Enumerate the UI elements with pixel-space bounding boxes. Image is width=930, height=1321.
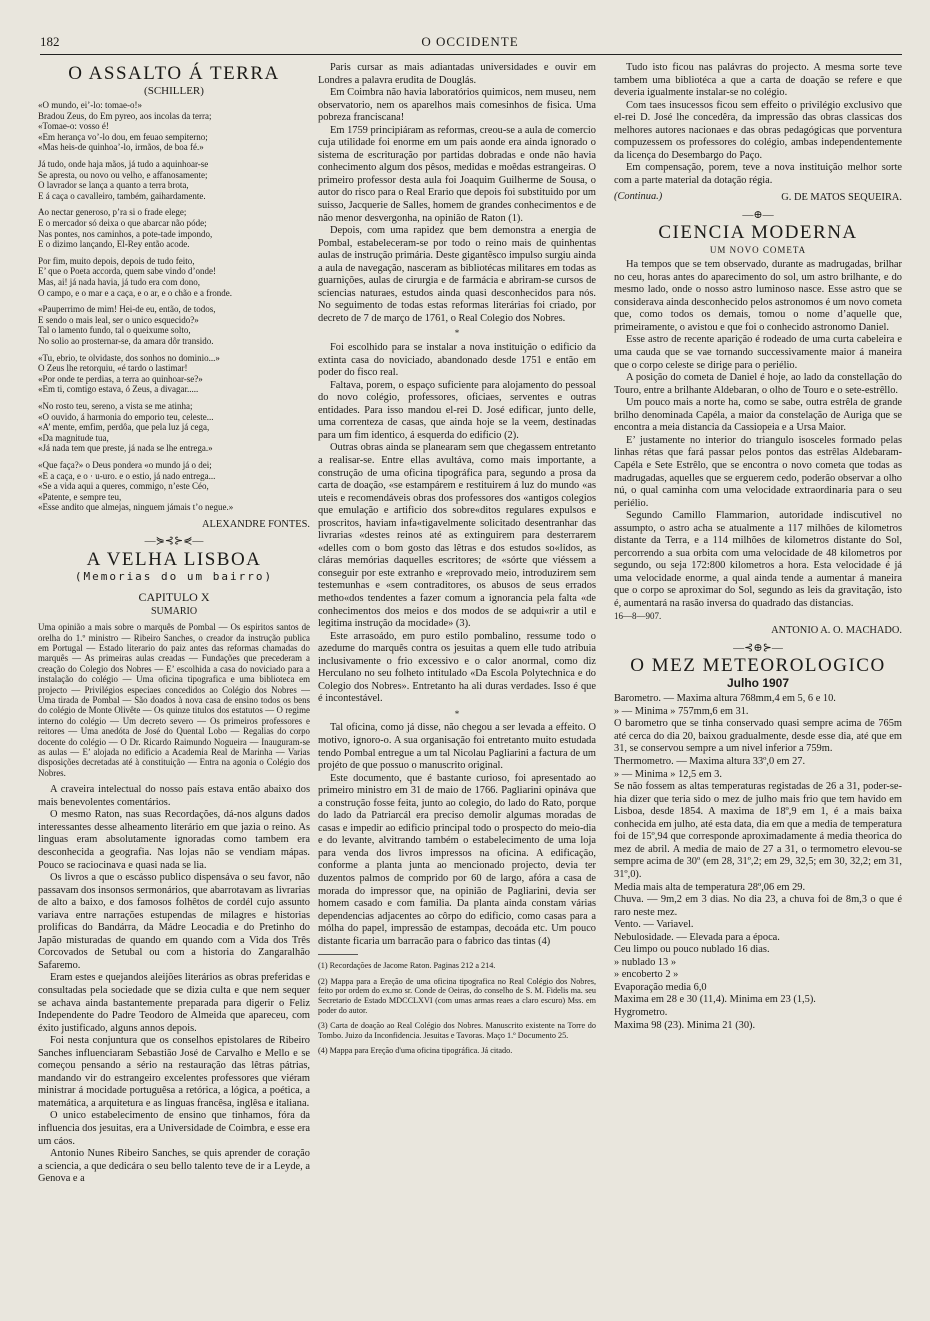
poem-line: Tal o lamento fundo, tal o queixume solto, (38, 325, 191, 336)
poem-line: Por fim, muito depois, depois de tudo feito, (38, 255, 195, 266)
poem-line: Já tudo, onde haja mãos, já tudo a aquinhoar-se (38, 159, 209, 170)
paragraph: Thermometro. — Maxima altura 33º,0 em 27. (614, 756, 806, 768)
paragraph: Barometro. — Maxima altura 768mm,4 em 5, 6 e 10. (614, 693, 836, 705)
paragraph: E’ justamente no interior do triangulo isosceles formado pelas linhas rétas que fará passar pelos pontos das estrêlas Aldebaram-Capéla e Sete Estrêlo, que se encontra o novo cometa que todas as madrugadas, aquelles que se erguerem cedo, poderão observar a olho nú, o qual caminha com uma velocidade extraordinaria para o seu periélio. (614, 434, 902, 509)
paragraph: Outras obras ainda se planearam sem que chegassem entretanto a realisar-se. Entre ellas avultáva, como mais importante, a construção de uma oficina tipográfica para, segundo a prosa da carta de doação, «se estampárem e restituirem á luz do mundo «as uteis e recomendáveis obras dos professores dos «antigos colegios que emulação e artificio dos sobre«ditos regulares expulsos e proscritos, haviam infa«tigavelmente solicitado desentranhar das livrarias «destes reinos até as extinguirem para desterrarem «delles com o bom gosto das lêtras e dos estudos so«lidos, as cláras memórias daquelles escritores; de «sórte que viéssem a conseguir por este extranho e «reprovado meio, introduzirem sem testemunhas e «sem contraditores, os abusos de seus errados metho«dos tendentes a fazer comum a ignorancia pela falta «de conhecimentos dos meios e dos modos de se adqui«rir a util e legitima instrução da mocidade» (3). (318, 442, 596, 630)
paragraph: O mesmo Raton, nas suas Recordações, dá-nos alguns dados interessantes desse alheamento literário em que jazia o reino. As linguas eram absolutamente ignoradas como tambem era desconhecida a geografia. Nas lojas não se vendiam mápas. Pouco se raciocinava e quasi nada se lia. (38, 809, 310, 871)
month-heading: Julho 1907 (726, 675, 790, 690)
poem-line: «No rosto teu, sereno, a vista se me atinha; (38, 400, 193, 411)
poem-line: Bradou Zeus, do Em pyreo, aos incolas da terra; (38, 110, 212, 121)
poem-line: «Se a vida aqui a queres, commigo, n’este Céo, (38, 481, 209, 492)
paragraph: Faltava, porem, o espaço suficiente para alojamento do pessoal do novo colégio, professores, oficiaes, serventes e outras entidades. Para isso mandou el-rei D. José edificar, junto delle, uma correnteza de casas, que ainda hoje se la veem, destinadas para um fim identico, á esquerda do edificio (2). (318, 379, 596, 441)
body-text (38, 784, 310, 1186)
paragraph: Eram estes e quejandos aleijões literários as obras preferidas e consultadas pela sociedade que se dizia culta e que nem sequer se achava ainda bastantemente preparada para digerir o Feliz Independente do Padre Teodoro de Almeida que apareceu, com éxito justificado, alguns annos depois. (38, 972, 310, 1034)
poem-line: No solio ao prosternar-se, da amara dôr transido. (38, 335, 214, 346)
poem-line: E á caça o cavalleiro, também, gaihardamente. (38, 190, 206, 201)
poem-line: «Tu, ebrio, te olvidaste, dos sonhos no dominio...» (38, 352, 220, 363)
paragraph: Media mais alta de temperatura 28º,06 em 29. (614, 881, 806, 893)
paragraph: Antonio Nunes Ribeiro Sanches, se quis aprender de coração a sciencia, a que dedicára o seu bello talento teve de ir a Leyde, a Genova e a (38, 1148, 310, 1185)
paragraph: Em 1759 principiáram as reformas, creou-se a aula de comercio cuja utilidade foi enorme em um pais aonde era ainda ignorado o sistema de escrituração por partidas dobradas e onde não havia conhecimento algum dos pêsos, medidas e moêdas estrangeiras. O primeiro professor desta aula foi Joaquim Guilherme de Sousa, o autor do risco para o Real Erario que depois foi substituido por um suisso, Jacquerie de Salles, homem de grandes conhecimentos e de não menor desvergonha, na opinião de Raton (1). (318, 124, 596, 224)
article-title-mez: O MEZ METEOROLOGICO (630, 655, 886, 677)
poem-line: «Esse andito que almejas, ninguem jámais t’o negue.» (38, 502, 234, 513)
body-text (318, 722, 596, 948)
running-title: O OCCIDENTE (421, 34, 519, 49)
ornament: —⋟⊰⊱⋞— (144, 535, 204, 548)
poem-line: Se apresta, ou novo ou velho, e affanosamente; (38, 169, 208, 180)
paragraph: Ceu limpo ou pouco nublado 16 dias. (614, 944, 770, 956)
poem-line: «Por onde te perdias, a terra ao quinhoar-se?» (38, 373, 203, 384)
ornament: —⊕— (742, 208, 774, 221)
ornament: —⊰⊕⊱— (733, 641, 783, 654)
article-date: 16—8—907. (614, 610, 662, 621)
poem-line: «Tomae-o: vosso é! (38, 121, 109, 132)
poem-signature: ALEXANDRE FONTES. (202, 518, 310, 530)
paragraph: Tal oficina, como já disse, não chegou a ser levada a effeito. O motivo, ignoro-o. A sua organisação foi entretanto muito estudada tendo Pombal entregue a um tal Nicolau Pagliarini a factura de um projéto de que possuo o manuscrito original. (318, 722, 596, 772)
poem-line: «Já nada tem que preste, já nada se lhe entrega.» (38, 443, 213, 454)
article-subtitle-lisboa: (Memorias do um bairro) (74, 569, 274, 583)
poem-line: Nas pontes, nos caminhos, a pote-tade impondo, (38, 228, 213, 239)
paragraph: Chuva. — 9m,2 em 3 dias. No dia 23, a chuva foi de 8m,3 o que é raro neste mez. (614, 894, 902, 918)
paragraph: (1) Recordações de Jacome Raton. Paginas 212 a 214. (318, 961, 496, 971)
paragraph: Segundo Camillo Flammarion, autoridade indiscutivel no assumpto, o astro acha se atualmente a 117 milhões de kilometros distante da Terra, e a 114 milhões de kilometros distante do Sol, percorrendo a sua orbita com uma velocidade de 48 kilometros por segundo, ou seja 172:800 kilometros a hora. Esta velocidade é já uma velocidade enorme, a qual ainda tende a aumentar á maneira que o corpo se aproximar do Sol, segundo as leis da gravitação, isto é, aumentará na rasão inversa do quadrado das distancias. (614, 510, 902, 609)
poem (38, 100, 310, 513)
paragraph: Evaporação media 6,0 (614, 981, 707, 993)
paragraph: Vento. — Variavel. (614, 919, 694, 931)
body-text (318, 62, 596, 325)
column-1 (38, 62, 310, 1186)
paragraph: Os livros a que o escásso publico dispensáva o seu favor, não passavam dos insonsos sermonários, que abarrotavam as livrarias de alto a baixo, e dos famosos folhêtos de cordél cujo assunto variava entre narrações estupendas de milagres e historias prolificas do Bandárra, da Mádre Leocadia e do Pretinho do Japão misturadas de quando em quando com a Vida dos Três Corcovados de Setubal ou com a historia do Zangaralhão Safaremo. (38, 872, 310, 971)
paragraph: Foi nesta conjuntura que os conselhos epistolares de Ribeiro Sanches influenciaram Sebastião José de Carvalho e Mello e se começou pensando a sério na restauração das lêtras pátrias, mandando vir do estrangeiro excelentes professores que viéram ministrar á mocidade portuguêsa a retórica, a lógica, a poética, a matemática, a arquitetura e as linguas francêsa, inglêsa e italiana. (38, 1035, 310, 1109)
paragraph: A craveira intelectual do nosso país estava então abaixo dos mais benevolentes comentários. (38, 784, 310, 808)
poem-line: «E a caça, e o · u-uro. e o estio, já nado entrega... (38, 470, 216, 481)
paragraph: » — Minima » 12,5 em 3. (614, 768, 722, 780)
paragraph: Este arrasoádo, em puro estilo pombalino, ressume todo o azedume do marquês contra os jesuitas a quem elle tudo atribuia inclusivamente o frio excessivo e o calor anormal, como diz Herculano no seu folheto intitulado «Da Escola Polytechnica e do Colegio dos Nobres». Entretanto ha ali duras verdades. Isso é que é incontestável. (318, 630, 596, 705)
paragraph: Ha tempos que se tem observado, durante as madrugadas, brilhar no ceu, horas antes do aparecimento do sol, um astro brilhante, e do mesmo lado, onde o nosso astro luminoso nasce. Esse astro que se considerava ainda desconhecido pelos astronomos é um novo cometa que, como todos os demais, tomou o nome d’aquelle que, primeiramente, o avistou e que foi o conhecido astronomo Daniel. (614, 259, 902, 333)
column-2 (318, 62, 596, 1056)
poem-stanza (38, 100, 310, 153)
poem-line: Ao nectar generoso, p’ra si o frade elege; (38, 207, 187, 218)
paragraph: O unico estabelecimento de ensino que tinhamos, fóra da influencia dos jesuitas, era a Universidade de Coimbra, e esse era um cáos. (38, 1110, 310, 1147)
paragraph: » nublado 13 » (614, 956, 677, 968)
paragraph: Hygrometro. (614, 1006, 668, 1018)
poem-line: «A’ mente, emfim, perdôa, que pela luz já cega, (38, 422, 210, 433)
poem-stanza (38, 256, 310, 298)
section-star: * (454, 708, 460, 719)
paragraph: Esse astro de recente aparição é rodeado de uma curta cabeleira e uma cauda que se vae tornando successivamente maior á maneira que o corpo celeste se dirige para o periélio. (614, 334, 902, 371)
body-text (318, 342, 596, 706)
poem-line: «O mundo, ei’-lo: tomae-o!» (38, 100, 142, 111)
chapter-heading: CAPITULO X (138, 590, 210, 605)
body-text (614, 62, 902, 187)
paragraph: (3) Carta de doação ao Real Colégio dos Nobres. Manuscrito existente na Torre do Tombo. Juizo da Inconfidencia. Jesuitas e Tavoras. Maço 1.º Documento 25. (318, 1021, 596, 1040)
poem-line: «Da magnitude tua, (38, 432, 109, 443)
paragraph: » — Minima » 757mm,6 em 31. (614, 705, 749, 717)
poem-stanza (38, 353, 310, 395)
sumario-label: SUMARIO (150, 605, 198, 617)
poem-line: «Patente, e sempre teu, (38, 491, 122, 502)
poem-stanza (38, 401, 310, 454)
poem-stanza (38, 304, 310, 346)
paragraph: Se não fossem as altas temperaturas registadas de 26 a 31, poder-se-hia dizer que teria sido o mez de julho mais frio que tem havido em Lisboa, desde 1854. A maxima de 18º,9 em 1, é a mais baixa conhecida em julho, até esta data, dia em que a media de temperatura foi de 15º,94 que corresponde aproximadamente á media theorica do mez de abril. A media de maio de 27 a 31, o termometro elevou-se sempre acima de 30º (em 28, 31º,2; em 29, 32,5; em 30, 32,2; em 31, 31º,0). (614, 781, 902, 880)
paragraph: Nebulosidade. — Elevada para a época. (614, 931, 780, 943)
poem-line: Mas, ai! já nada havia, já tudo era com dono, (38, 277, 200, 287)
paragraph: Maxima em 28 e 30 (11,4). Minima em 23 (1,5). (614, 994, 816, 1006)
paragraph: Este documento, que é bastante curioso, foi apresentado ao primeiro ministro em 31 de maio de 1766. Pagliarini opináva que a construção fosse feita, junto ao colegio, do lado do Rato, porque do lado da Patriarcál era preciso demolir algumas moradas de casas e impedir ao edificio principal todo o prospecto do meio-dia e do levante, alvitrando também o estabelecimento de uma loja para venda dos livros impressos na oficina. A edificação, conforme a planta junta ao mencionado projecto, devia ter duzentos palmos de comprido por 60 de largo, afóra a casa de morada do impressor que, na opinião de Pagliarini, devia ser homem casado e com familia. Da planta ainda constam várias dependencias adjacentes ao côrpo do edificio, como casas para a mólha do papel, impressão de estampas, decoáda etc. Um pouco distante ficaria um barracão para o fabrico das tintas (4) (318, 772, 596, 947)
section-star: * (454, 328, 460, 339)
poem-line: E’ que o Poeta accorda, quem sabe vindo d’onde! (38, 266, 217, 277)
poem-stanza (38, 460, 310, 513)
poem-line: «Pauperrimo de mim! Hei-de eu, então, de todos, (38, 304, 216, 315)
poem-line: E sendo o mais leal, ser o unico esquecido?» (38, 314, 199, 325)
poem-line: E o dizimo lançando, El-Rey então acode. (38, 239, 190, 250)
page-number: 182 (40, 34, 60, 49)
paragraph: A posição do cometa de Daniel é hoje, ao lado da constellação do Touro, entre a brilhante Aldebaran, o olho de Touro e o sete-estrêllo. (614, 372, 902, 396)
paragraph: Um pouco mais a norte ha, como se sabe, outra estrêla de grande brilho denominada Capéla, a maior da constelação de Auriga que se encontra a meia distancia da Cassiopeia e a Ursa Maior. (614, 397, 902, 434)
poem-stanza (38, 207, 310, 249)
paragraph: Em compensação, porem, teve a nova instituição melhor sorte com a parte material da dotação régia. (614, 162, 902, 186)
article-signature: G. DE MATOS SEQUEIRA. (781, 192, 902, 204)
poem-line: O Zeus lhe retorquiu, «é tardo o lastimar! (38, 363, 188, 374)
poem-line: «O ouvido, á harmonia do emporio teu, celeste... (38, 411, 214, 422)
paragraph: Em Coimbra não havia laboratórios quimicos, nem museu, nem observatorio, nem os aparelhos mais comesinhos de fisica. Uma pobreza franciscana! (318, 87, 596, 124)
poem-line: «Em ti, comtigo estava, ó Zeus, a divagar..... (38, 384, 199, 395)
paragraph: (2) Mappa para a Ereção de uma oficina tipografica no Real Colégio dos Nobres, feito por ordem do ex.mo sr. Conde de Oeiras, do conselho de S. M. Fidelis ma. seu Secretario de Estado MDCCLXVI (com umas armas reaes a claro escuro) Mss. em poder do autor. (318, 976, 596, 1015)
poem-stanza (38, 159, 310, 201)
column-3 (614, 62, 902, 1032)
article-title-assalto: O ASSALTO Á TERRA (68, 63, 280, 84)
paragraph: Foi escolhido para se instalar a nova instituição o edificio da extinta casa do noviciado, abandonado desde 1751 e então em poder do fisco real. (318, 342, 596, 379)
continua-note: (Continua.) (614, 191, 663, 203)
article-title-lisboa: A VELHA LISBOA (86, 548, 262, 570)
poem-author: (SCHILLER) (144, 84, 204, 97)
poem-line: «Mas heis-de quinhoa’-lo, irmãos, de boa fé.» (38, 142, 204, 153)
sumario-text: Uma opinião a mais sobre o marquês de Pombal — Os espiritos santos de orelha do 1.º ministro — Ribeiro Sanches, o creador da instrução publica em Portugal — Estado literario do paiz antes das reformas chamadas do marquês — As primeiras aulas creadas — Fundações que precederam a creação do Colegio dos Nobres — E’ escolhida a casa do noviciado para a instalação do colégio — Uma oficina tipografica e uma biblioteca em projecto — Privilégios especiaes concedidos ao Colégio dos Nobres — Uma tirada de Pombal — São doados à nova casa de ensino todos os bens do colégio de Monte Olivête — Os quinze titulos dos estatutos — O regime interno do colégio — Um decreto severo — Os primeiros professores e reitores — Uma anedóta de José do Quental Lobo — Regalias do corpo docente do colégio — O Dr. Ricardo Raimundo Nogueira — Inauguram-se as aulas — E’ alojada no edificio a Academia Real de Marinha — Varias disposições decretadas até à constituição — Entra na agonia o Colégio dos Nobres. (38, 622, 310, 778)
paragraph: Com taes insucessos ficou sem effeito o privilégio exclusivo que el-rei D. José lhe concedêra, da impressão das obras classicas dos melhores autores nacionaes e das obras pedagógicas que porventura compuzessem os professores do colégio, ambas independentemente da licença do Desembargo do Paço. (614, 99, 902, 161)
paragraph: Depois, com uma rapidez que bem demonstra a energia de Pombal, estabeleceram-se por todo o reino mais de quinhentas aulas de instrução primária. Deste gigantêsco impulso surgiu ainda a aula de navegação, nasceram as bibliotécas militares em todas as guarnições, aulas de cirurgia e de farmácia e abriram-se cursos de sciencias naturaes, estudos ainda quasi desconhecidos para nós. No seguimento de todas estas reformas literárias foi criado, por decreto de 7 de março de 1761, o Real Colegio dos Nobres. (318, 225, 596, 324)
paragraph: Paris cursar as mais adiantadas universidades e ouvir em Londres a palavra erudita de Douglás. (318, 62, 596, 86)
article-title-ciencia: CIENCIA MODERNA (658, 222, 858, 244)
paragraph: Tudo isto ficou nas palávras do projecto. A mesma sorte teve tambem uma bibliotéca a que a carta de doação se refere e que deveria igualmente instalar-se no colégio. (614, 62, 902, 99)
header-rule (40, 54, 902, 55)
poem-line: «Que faça?» o Deus pondera «o mundo já o dei; (38, 459, 212, 470)
page-header (40, 34, 900, 56)
poem-line: E o mercador só deixa o que abarcar não póde; (38, 218, 207, 229)
poem-line: O campo, e o mar e a caça, e o ar, e o chão e a fronde. (38, 287, 233, 298)
poem-line: O lavrador se lança a quanto a terra brota, (38, 180, 189, 191)
article-signature: ANTONIO A. O. MACHADO. (771, 625, 902, 637)
article-subtitle-cometa: UM NOVO COMETA (709, 244, 807, 255)
paragraph: Maxima 98 (23). Minima 21 (30). (614, 1019, 756, 1031)
body-text (614, 259, 902, 610)
meteorology-report (614, 693, 902, 1032)
poem-line: «Em herança vo’-lo dou, em feuao sempiterno; (38, 131, 208, 142)
paragraph: (4) Mappa para Ereção d'uma oficina tipográfica. Já citado. (318, 1046, 513, 1056)
paragraph: » encoberto 2 » (614, 969, 679, 981)
paragraph: O barometro que se tinha conservado quasi sempre acima de 765m até cerca do dia 20, baixou gradualmente, desde esse dia, até que em 31, se conservou sempre a um nivel inferior a 759m. (614, 718, 902, 755)
footnote-rule (318, 954, 358, 955)
footnotes (318, 961, 596, 1056)
